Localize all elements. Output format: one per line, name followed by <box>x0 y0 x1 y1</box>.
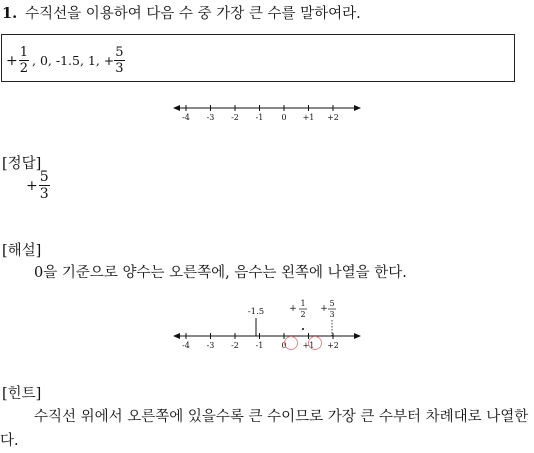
marker-num-five-thirds: 5 <box>329 299 335 308</box>
tick-label: -4 <box>182 113 190 122</box>
tick-label: 0 <box>281 341 287 350</box>
tick-label: -2 <box>231 113 239 122</box>
hint-label: [힌트] <box>2 386 42 402</box>
question <box>2 2 361 23</box>
question-number: 1. <box>2 5 18 22</box>
choice-fraction-half <box>19 46 29 75</box>
marker-den-five-thirds: 3 <box>329 310 335 319</box>
choices-middle: , 0, -1.5, 1, + <box>32 53 115 68</box>
tick-label: -3 <box>206 113 215 122</box>
right-arrow-icon <box>354 333 361 339</box>
answer-value <box>26 170 50 201</box>
tick-label: 0 <box>281 113 287 122</box>
answer-fraction <box>39 170 50 201</box>
right-arrow-icon <box>354 105 361 111</box>
tick-label: +1 <box>302 341 315 350</box>
tick-label: +2 <box>327 341 339 350</box>
marker-label-decimal: -1.5 <box>247 307 265 317</box>
marker-point-half <box>302 328 304 330</box>
fraction-denominator: 3 <box>115 61 124 76</box>
choice-fraction-five-thirds <box>114 46 124 75</box>
fraction-denominator: 2 <box>19 61 29 76</box>
answer-sign: + <box>26 177 38 194</box>
tick-label: -2 <box>231 341 239 350</box>
marker-num-half: 1 <box>300 299 306 308</box>
fraction-numerator: 5 <box>39 169 49 185</box>
marker-sign-five-thirds: + <box>320 304 328 314</box>
fraction-numerator: 5 <box>115 45 124 60</box>
choices-box <box>1 34 515 82</box>
hint-text: 수직선 위에서 오른쪽에 있을수록 큰 수이므로 가장 큰 수부터 차례대로 나열한다. <box>0 409 529 449</box>
question-number-line <box>170 98 365 124</box>
marker-sign-half: + <box>289 304 297 314</box>
left-arrow-icon <box>173 105 180 111</box>
answer-label: [정답] <box>2 156 42 172</box>
explanation-number-line <box>170 296 370 358</box>
tick-label: +1 <box>302 113 315 122</box>
explanation-text: 0을 기준으로 양수는 오른쪽에, 음수는 왼쪽에 나열을 한다. <box>34 265 407 281</box>
question-text: 수직선을 이용하여 다음 수 중 가장 큰 수를 말하여라. <box>25 6 361 22</box>
tick-label: -4 <box>182 341 190 350</box>
tick-label: +2 <box>327 113 339 122</box>
marker-den-half: 2 <box>300 310 306 319</box>
tick-label: -3 <box>206 341 215 350</box>
explanation-label: [해설] <box>2 243 42 259</box>
choices-list <box>6 46 125 75</box>
left-arrow-icon <box>173 333 180 339</box>
choice-sign: + <box>6 52 18 69</box>
fraction-numerator: 1 <box>19 45 29 60</box>
tick-label: -1 <box>255 341 264 350</box>
fraction-denominator: 3 <box>39 186 49 202</box>
tick-label: -1 <box>255 113 264 122</box>
